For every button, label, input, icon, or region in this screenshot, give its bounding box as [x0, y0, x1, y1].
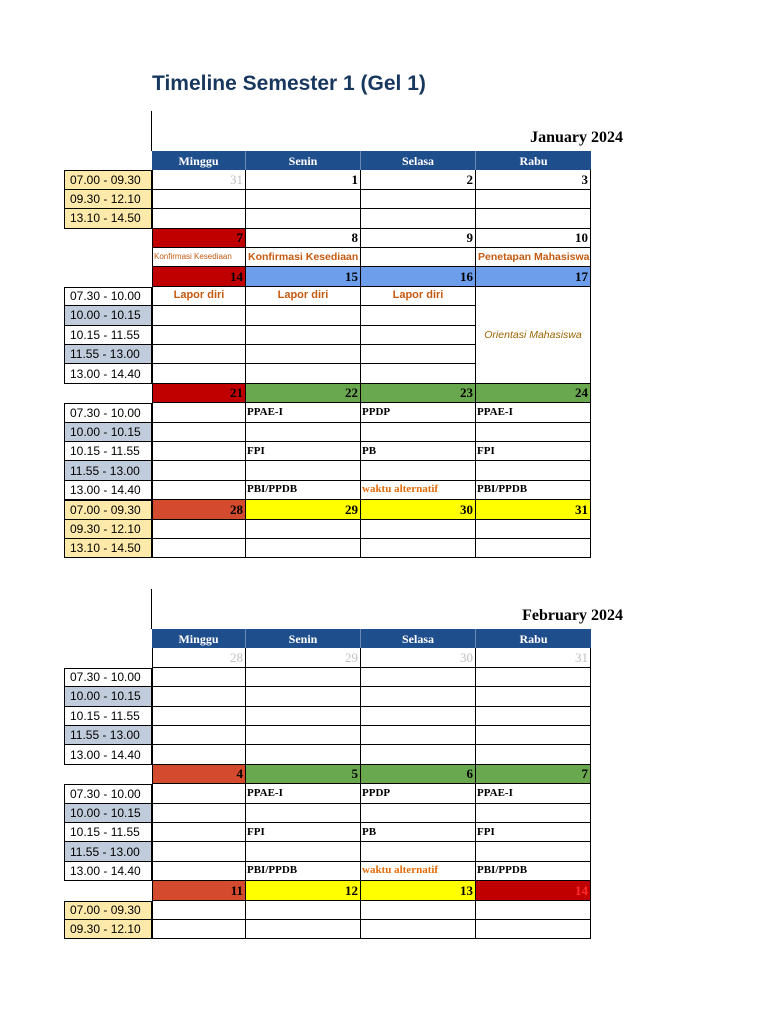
empty-cell	[361, 707, 476, 726]
empty-cell	[361, 668, 476, 687]
empty-cell	[246, 190, 361, 209]
date-cell: 9	[361, 229, 476, 248]
empty-cell	[152, 668, 246, 687]
time-slot: 09.30 - 12.10	[64, 520, 152, 539]
page-title: Timeline Semester 1 (Gel 1)	[152, 72, 426, 95]
empty-cell	[152, 209, 246, 228]
time-slot: 07.00 - 09.30	[64, 500, 152, 519]
date-cell: 24	[476, 384, 591, 403]
date-cell: 5	[246, 765, 361, 784]
empty-cell	[361, 539, 476, 558]
empty-cell	[246, 539, 361, 558]
event-cell: waktu alternatif	[361, 481, 476, 500]
empty-cell	[361, 920, 476, 939]
empty-cell	[246, 364, 361, 383]
date-cell: 13	[361, 881, 476, 900]
time-slot: 10.00 - 10.15	[64, 306, 152, 325]
date-cell: 4	[152, 765, 246, 784]
time-slot: 10.15 - 11.55	[64, 442, 152, 461]
empty-cell	[361, 345, 476, 364]
empty-cell	[152, 687, 246, 706]
date-cell: 10	[476, 229, 591, 248]
note-cell: Konfirmasi Kesediaan	[152, 248, 246, 267]
date-cell: 28	[152, 648, 246, 667]
empty-cell	[476, 461, 591, 480]
empty-cell	[361, 423, 476, 442]
time-slot: 07.00 - 09.30	[64, 901, 152, 920]
event-cell: PBI/PPDB	[246, 481, 361, 500]
note-cell: Penetapan Mahasiswa	[476, 248, 591, 267]
date-cell: 14	[152, 267, 246, 286]
empty-cell	[361, 726, 476, 745]
time-slot: 07.00 - 09.30	[64, 170, 152, 189]
event-cell: PBI/PPDB	[476, 481, 591, 500]
empty-cell	[152, 784, 246, 803]
time-slot: 13.00 - 14.40	[64, 745, 152, 764]
time-slot: 11.55 - 13.00	[64, 726, 152, 745]
date-cell: 6	[361, 765, 476, 784]
time-slot: 10.15 - 11.55	[64, 823, 152, 842]
empty-cell	[361, 901, 476, 920]
empty-cell	[361, 745, 476, 764]
event-cell: PB	[361, 823, 476, 842]
empty-cell	[476, 539, 591, 558]
empty-cell	[152, 842, 246, 861]
empty-cell	[246, 920, 361, 939]
time-slot: 07.30 - 10.00	[64, 784, 152, 803]
time-slot: 07.30 - 10.00	[64, 403, 152, 422]
empty-cell	[361, 804, 476, 823]
time-slot: 09.30 - 12.10	[64, 920, 152, 939]
date-cell: 7	[476, 765, 591, 784]
event-cell: Lapor diri	[152, 287, 246, 306]
date-cell: 17	[476, 267, 591, 286]
empty-cell	[361, 209, 476, 228]
empty-cell	[476, 745, 591, 764]
empty-cell	[476, 209, 591, 228]
empty-cell	[152, 461, 246, 480]
event-cell: PBI/PPDB	[246, 862, 361, 881]
empty-cell	[246, 423, 361, 442]
empty-cell	[152, 403, 246, 422]
event-cell: PB	[361, 442, 476, 461]
date-cell: 2	[361, 170, 476, 189]
empty-cell	[246, 209, 361, 228]
empty-cell	[246, 461, 361, 480]
empty-cell	[152, 707, 246, 726]
empty-cell	[361, 326, 476, 345]
time-slot: 11.55 - 13.00	[64, 842, 152, 861]
month-title: January 2024	[530, 129, 623, 146]
empty-cell	[246, 345, 361, 364]
event-cell: FPI	[246, 442, 361, 461]
time-slot: 11.55 - 13.00	[64, 345, 152, 364]
event-cell: FPI	[246, 823, 361, 842]
empty-cell	[152, 726, 246, 745]
empty-cell	[152, 823, 246, 842]
time-slot: 10.00 - 10.15	[64, 687, 152, 706]
empty-cell	[361, 364, 476, 383]
event-cell: PPDP	[361, 784, 476, 803]
empty-cell	[246, 842, 361, 861]
empty-cell	[476, 520, 591, 539]
date-cell: 8	[246, 229, 361, 248]
event-cell: FPI	[476, 823, 591, 842]
note-cell: Konfirmasi Kesediaan	[246, 248, 361, 267]
day-header-senin: Senin	[246, 629, 361, 648]
day-header-rabu: Rabu	[476, 629, 591, 648]
time-slot: 07.30 - 10.00	[64, 668, 152, 687]
date-cell: 3	[476, 170, 591, 189]
empty-cell	[476, 668, 591, 687]
date-cell: 23	[361, 384, 476, 403]
empty-cell	[246, 326, 361, 345]
time-slot: 10.15 - 11.55	[64, 707, 152, 726]
time-slot: 11.55 - 13.00	[64, 461, 152, 480]
empty-cell	[361, 190, 476, 209]
date-cell: 28	[152, 500, 246, 519]
date-cell: 30	[361, 648, 476, 667]
empty-cell	[152, 901, 246, 920]
date-cell: 11	[152, 881, 246, 900]
time-slot: 13.00 - 14.40	[64, 481, 152, 500]
time-slot: 09.30 - 12.10	[64, 190, 152, 209]
event-cell: waktu alternatif	[361, 862, 476, 881]
empty-cell	[152, 306, 246, 325]
day-header-selasa: Selasa	[361, 629, 476, 648]
empty-cell	[152, 364, 246, 383]
time-slot: 13.10 - 14.50	[64, 539, 152, 558]
empty-cell	[152, 539, 246, 558]
empty-cell	[246, 306, 361, 325]
day-header-rabu: Rabu	[476, 151, 591, 170]
date-cell: 21	[152, 384, 246, 403]
merged-note-cell: Orientasi Mahasiswa	[476, 287, 591, 384]
empty-cell	[361, 520, 476, 539]
empty-cell	[246, 745, 361, 764]
empty-cell	[152, 804, 246, 823]
event-cell: PPDP	[361, 403, 476, 422]
empty-cell	[361, 306, 476, 325]
time-slot: 13.00 - 14.40	[64, 862, 152, 881]
time-slot: 10.15 - 11.55	[64, 326, 152, 345]
empty-cell	[246, 901, 361, 920]
empty-cell	[476, 423, 591, 442]
time-slot: 13.00 - 14.40	[64, 364, 152, 383]
date-cell: 30	[361, 500, 476, 519]
empty-cell	[246, 520, 361, 539]
empty-cell	[476, 804, 591, 823]
empty-cell	[152, 481, 246, 500]
date-cell: 29	[246, 648, 361, 667]
date-cell: 31	[476, 500, 591, 519]
date-cell: 31	[152, 170, 246, 189]
empty-cell	[152, 745, 246, 764]
time-slot: 07.30 - 10.00	[64, 287, 152, 306]
empty-cell	[152, 423, 246, 442]
date-cell: 22	[246, 384, 361, 403]
empty-cell	[152, 862, 246, 881]
empty-cell	[246, 668, 361, 687]
event-cell: PPAE-I	[246, 784, 361, 803]
empty-cell	[152, 345, 246, 364]
month-title: February 2024	[522, 607, 623, 624]
empty-cell	[476, 901, 591, 920]
time-slot: 10.00 - 10.15	[64, 804, 152, 823]
date-cell: 31	[476, 648, 591, 667]
empty-cell	[476, 190, 591, 209]
empty-cell	[361, 842, 476, 861]
empty-cell	[152, 442, 246, 461]
day-header-minggu: Minggu	[152, 629, 246, 648]
empty-cell	[476, 726, 591, 745]
day-header-senin: Senin	[246, 151, 361, 170]
empty-cell	[246, 804, 361, 823]
empty-cell	[476, 920, 591, 939]
date-cell: 14	[476, 881, 591, 900]
empty-cell	[246, 726, 361, 745]
event-cell: FPI	[476, 442, 591, 461]
empty-cell	[476, 707, 591, 726]
empty-cell	[152, 190, 246, 209]
empty-cell	[361, 461, 476, 480]
empty-cell	[152, 326, 246, 345]
empty-cell	[246, 687, 361, 706]
empty-cell	[246, 707, 361, 726]
day-header-selasa: Selasa	[361, 151, 476, 170]
note-cell	[361, 248, 476, 267]
event-cell: PPAE-I	[246, 403, 361, 422]
event-cell: PPAE-I	[476, 784, 591, 803]
time-slot: 10.00 - 10.15	[64, 423, 152, 442]
day-header-minggu: Minggu	[152, 151, 246, 170]
empty-cell	[152, 920, 246, 939]
event-cell: Lapor diri	[361, 287, 476, 306]
event-cell: Lapor diri	[246, 287, 361, 306]
event-cell: PPAE-I	[476, 403, 591, 422]
time-slot: 13.10 - 14.50	[64, 209, 152, 228]
empty-cell	[361, 687, 476, 706]
date-cell: 1	[246, 170, 361, 189]
empty-cell	[476, 687, 591, 706]
event-cell: PBI/PPDB	[476, 862, 591, 881]
date-cell: 15	[246, 267, 361, 286]
empty-cell	[152, 520, 246, 539]
date-cell: 29	[246, 500, 361, 519]
date-cell: 16	[361, 267, 476, 286]
empty-cell	[476, 842, 591, 861]
date-cell: 12	[246, 881, 361, 900]
date-cell: 7	[152, 229, 246, 248]
